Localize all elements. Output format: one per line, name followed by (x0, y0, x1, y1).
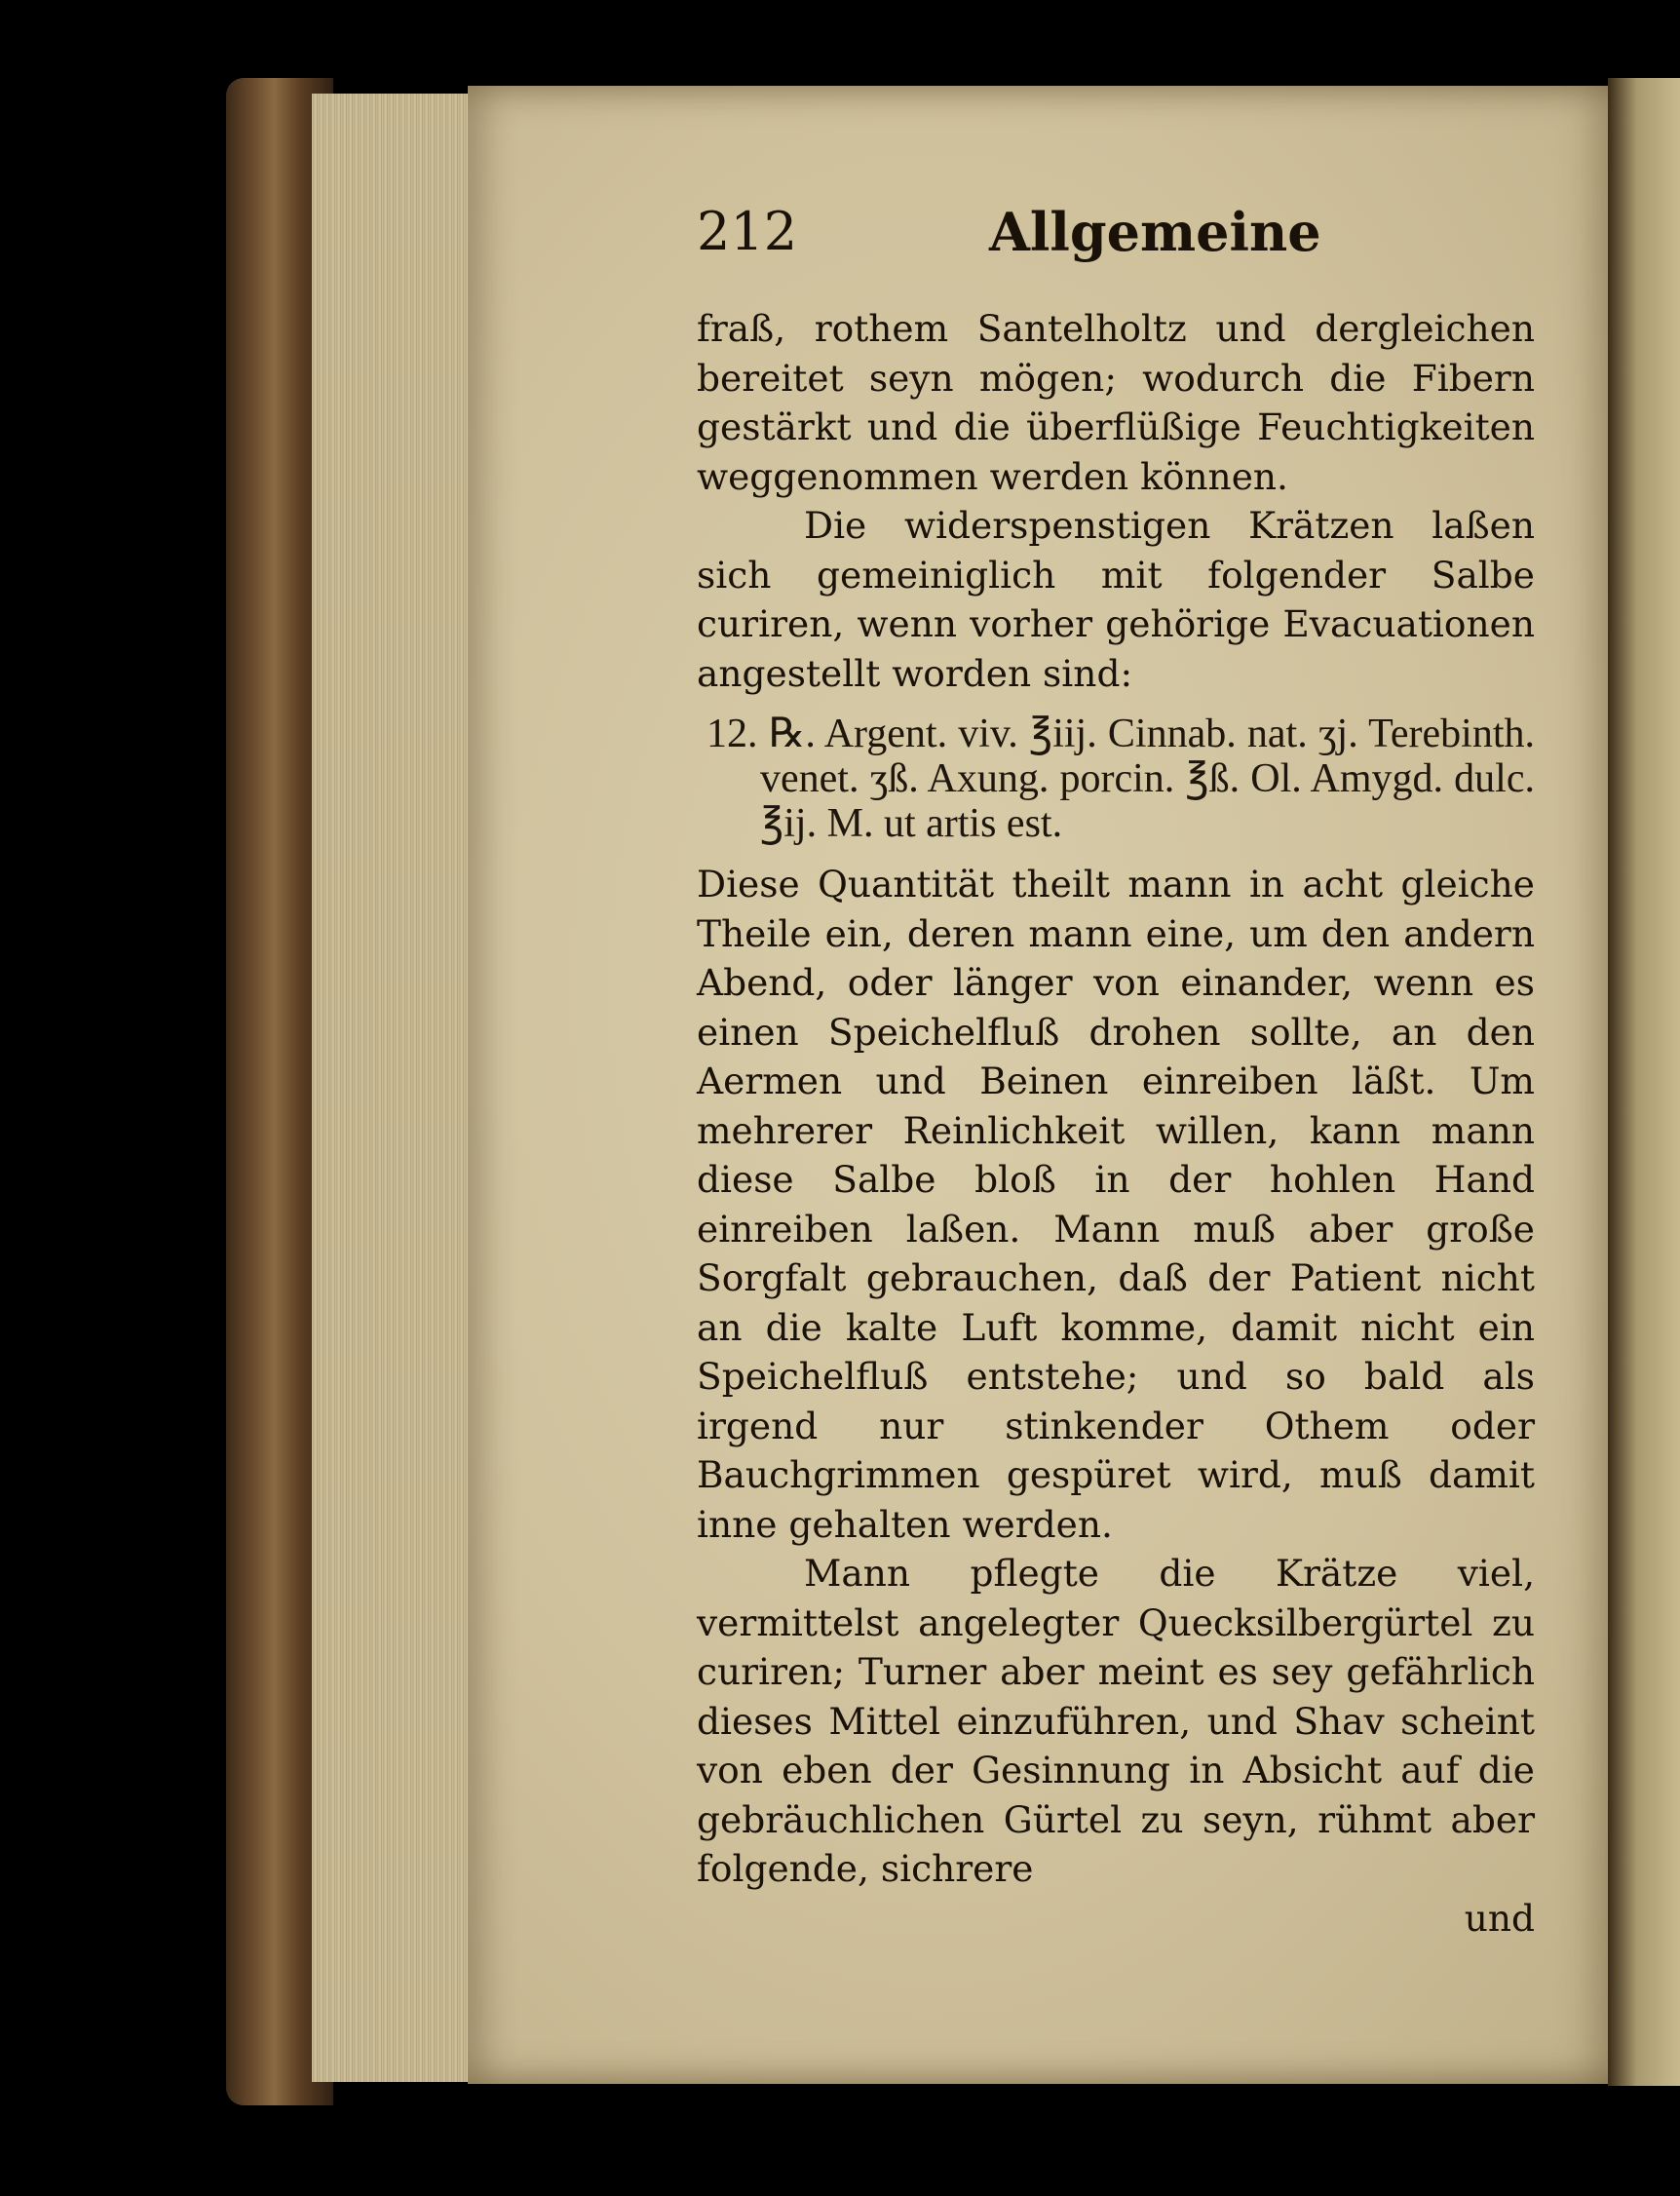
paragraph-application: Diese Quantität theilt mann in acht gleiche Theile ein, deren mann eine, um den andern Abend, oder länger von einander, wenn es einen Speichelfluß drohen sollte, an den Aermen und Beinen einreiben läßt. Um mehrerer Reinlichkeit willen, kann mann diese Salbe bloß in der hohlen Hand einreiben laßen. Mann muß aber große Sorgfalt gebrauchen, daß der Patient nicht an die kalte Luft komme, damit nicht ein Speichelfluß entstehe; und so bald als irgend nur stinkender Othem oder Bauchgrimmen gespüret wird, muß damit inne gehalten werden. (697, 863, 1535, 1546)
catchword: und (1464, 1896, 1535, 1940)
page-number: 212 (697, 201, 798, 262)
running-head-title: Allgemeine (989, 201, 1321, 263)
running-head (697, 195, 1535, 269)
recipe-formula: 12. ℞. Argent. viv. ℥iij. Cinnab. nat. ʒj. Terebinth. venet. ʒß. Axung. porcin. ℥ß. Ol. Amygd. dulc. ℥ij. M. ut artis est. (706, 712, 1535, 846)
paragraph-ointment-intro: Die widerspenstigen Krätzen laßen sich gemeiniglich mit folgender Salbe curiren, wenn vorher gehörige Evacuationen angestellt worden sind: (697, 504, 1535, 695)
paragraph-mercury-belt: Mann pflegte die Krätze viel, vermittelst angelegter Quecksilbergürtel zu curiren; Turner aber meint es sey gefährlich dieses Mittel einzuführen, und Shav scheint von eben der Gesinnung in Absicht auf die gebräuchlichen Gürtel zu seyn, rühmt aber folgende, sichrere (697, 1552, 1535, 1890)
paragraph-continued: fraß, rothem Santelholtz und dergleichen bereitet seyn mögen; wodurch die Fibern gestärkt und die überflüßige Feuchtigkeiten weggenommen werden können. (697, 307, 1535, 498)
page-text (697, 195, 1535, 1943)
page-edges (312, 94, 477, 2082)
facing-page-edge (1608, 78, 1680, 2086)
